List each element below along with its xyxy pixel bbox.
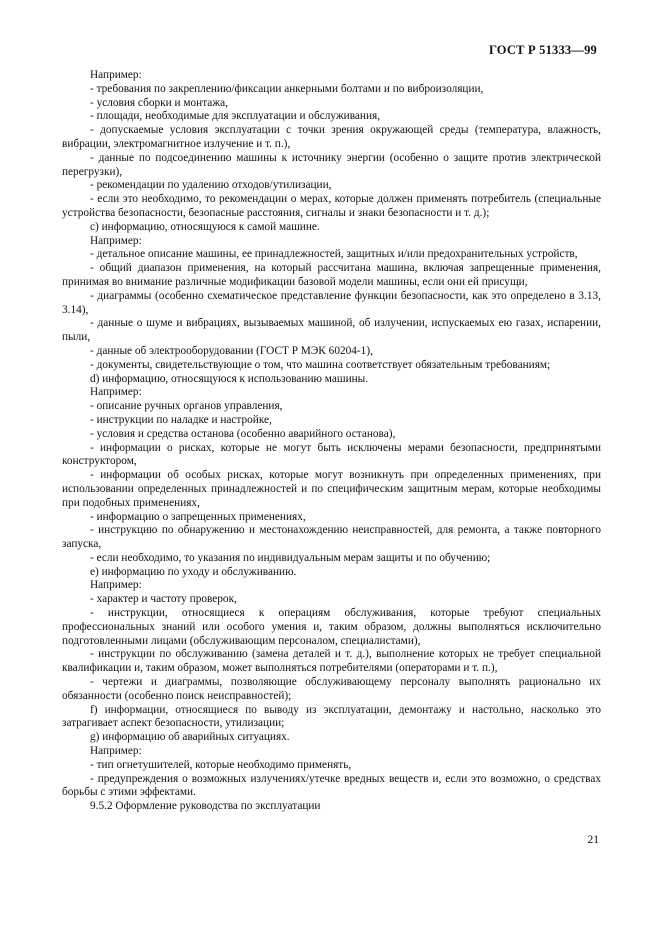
paragraph: - требования по закреплению/фиксации анкерными болтами и по виброизоляции,: [90, 82, 484, 95]
paragraph: - инструкцию по обнаружению и местонахождению неисправностей, для ремонта, а также повторного запуска,: [62, 524, 601, 551]
paragraph: - предупреждения о возможных излучениях/утечке вредных веществ и, если это возможно, о средствах борьбы с этими эффектами.: [62, 772, 601, 799]
paragraph: - тип огнетушителей, которые необходимо применять,: [90, 758, 352, 771]
paragraph: - детальное описание машины, ее принадлежностей, защитных и/или предохранительных устройств,: [90, 248, 578, 261]
paragraph: - допускаемые условия эксплуатации с точки зрения окружающей среды (температура, влажность, вибрации, электромагнитное излучение и т. п.),: [62, 124, 601, 150]
paragraph: - информации об особых рисках, которые могут возникнуть при определенных применениях, при использовании определенных принадлежностей и по специфическим защитным мерам, которые необходимы при подобных применениях,: [62, 469, 601, 509]
paragraph: - данные об электрооборудовании (ГОСТ Р МЭК 60204-1),: [90, 344, 373, 357]
paragraph: - если это необходимо, то рекомендации о мерах, которые должен применять потребитель (специальные устройства безопасности, безопасные расстояния, сигналы и знаки безопасности и т. д.);: [62, 193, 601, 219]
paragraph: - информацию о запрещенных применениях,: [90, 510, 306, 523]
paragraph: - если необходимо, то указания по индивидуальным мерам защиты и по обучению;: [90, 551, 491, 564]
paragraph: Например:: [90, 579, 142, 592]
paragraph: c) информацию, относящуюся к самой машине.: [90, 220, 320, 233]
standard-code-header: ГОСТ Р 51333—99: [488, 43, 597, 57]
paragraph: g) информацию об аварийных ситуациях.: [90, 731, 290, 744]
paragraph: - документы, свидетельствующие о том, что машина соответствует обязательным требованиям;: [90, 358, 551, 371]
paragraph: - инструкции по обслуживанию (замена деталей и т. д.), выполнение которых не требует специальной квалификации и, таким образом, может выполняться потребителями (операторами и т. п.),: [62, 648, 601, 675]
paragraph: Например:: [90, 386, 142, 399]
paragraph: d) информацию, относящуюся к использованию машины.: [90, 372, 369, 385]
paragraph: - описание ручных органов управления,: [90, 400, 283, 413]
paragraph: e) информацию по уходу и обслуживанию.: [90, 565, 297, 578]
paragraph: - площади, необходимые для эксплуатации и обслуживания,: [90, 110, 381, 123]
paragraph: f) информации, относящиеся по выводу из эксплуатации, демонтажу и настольно, насколько это затрагивает аспект безопасности, утилизации;: [62, 703, 601, 730]
paragraph: - чертежи и диаграммы, позволяющие обслуживающему персоналу выполнять рационально их обязанности (особенно поиск неисправностей);: [62, 676, 601, 702]
paragraph: - данные по подсоединению машины к источнику энергии (особенно о защите против электрической перегрузки),: [62, 151, 601, 178]
paragraph: - инструкции по наладке и настройке,: [90, 413, 272, 426]
paragraph: Например:: [90, 69, 142, 81]
paragraph: - диаграммы (особенно схематическое представление функции безопасности, как это определено в 3.13, 3.14),: [62, 289, 601, 316]
paragraph: - данные о шуме и вибрациях, вызываемых машиной, об излучении, испускаемых ею газах, испарении, пыли,: [62, 317, 601, 344]
paragraph: - общий диапазон применения, на который рассчитана машина, включая запрещенные применения, принимая во внимание различные модификации базовой модели машины, если они ей присущи,: [62, 262, 601, 288]
paragraph: 9.5.2 Оформление руководства по эксплуатации: [90, 800, 321, 813]
paragraph: - рекомендации по удалению отходов/утилизации,: [90, 179, 332, 192]
paragraph: Например:: [90, 234, 142, 247]
paragraph: - информации о рисках, которые не могут быть исключены мерами безопасности, предпринятыми конструктором,: [62, 441, 601, 468]
body-text: [62, 69, 601, 814]
paragraph: - инструкции, относящиеся к операциям обслуживания, которые требуют специальных профессиональных знаний или особого умения и, таким образом, должны выполняться исключительно подготовленными лицами (обслуживающим персоналом, специалистами),: [62, 607, 601, 647]
paragraph: - условия и средства останова (особенно аварийного останова),: [90, 427, 396, 440]
paragraph: - условия сборки и монтажа,: [90, 96, 228, 109]
page-number: 21: [587, 834, 599, 846]
paragraph: Например:: [90, 745, 142, 758]
paragraph: - характер и частоту проверок,: [90, 593, 237, 606]
